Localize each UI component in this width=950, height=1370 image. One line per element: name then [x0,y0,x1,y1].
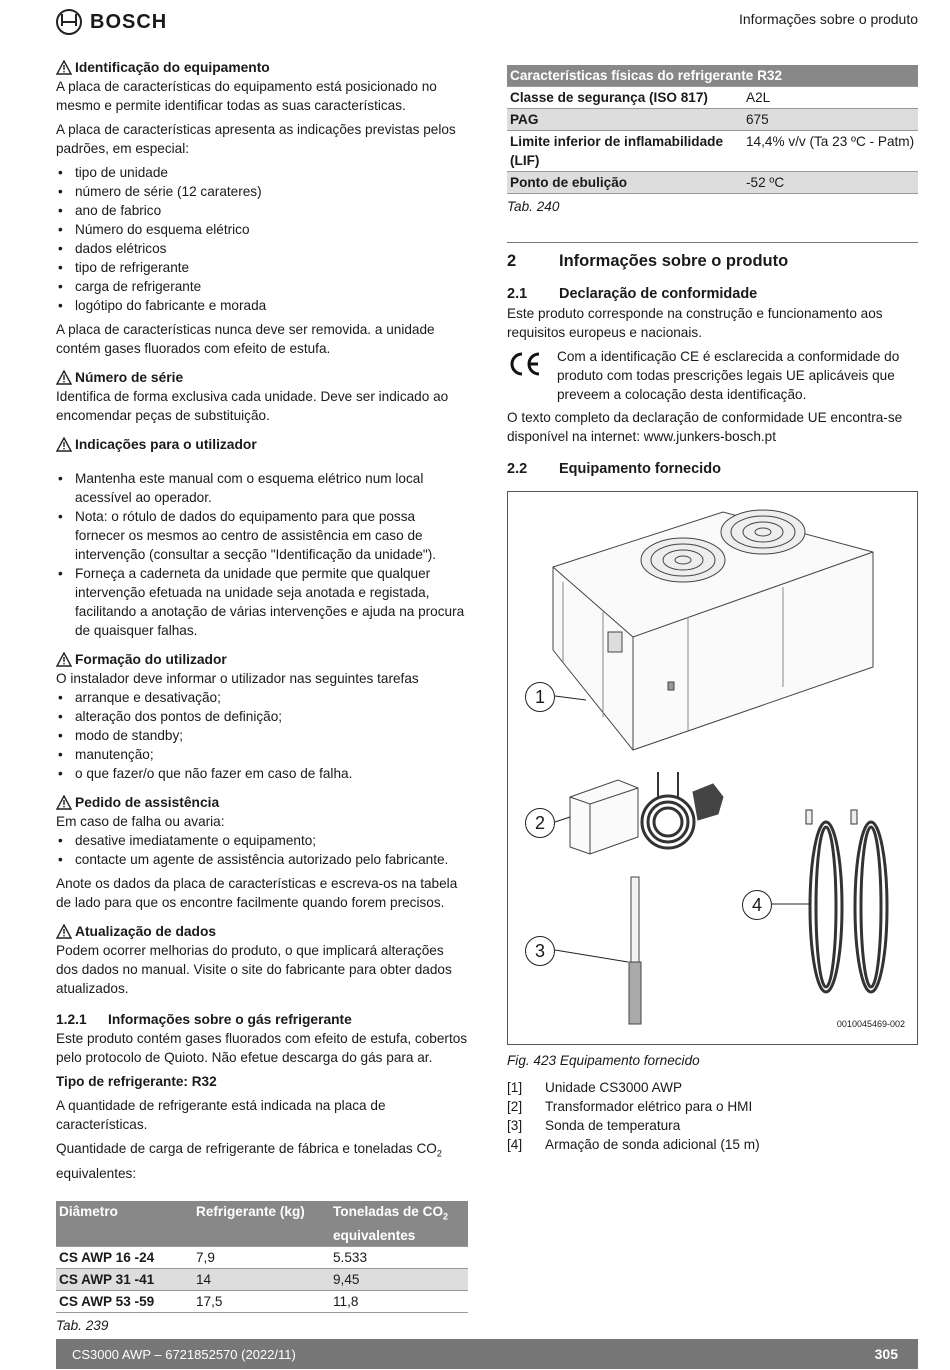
list-item: • ano de fabrico [56,201,468,220]
table-cell: A2L [743,87,918,109]
table-cell: -52 ºC [743,172,918,194]
table-cell: 17,5 [193,1291,330,1313]
table-cell: 5.533 [330,1247,468,1269]
table-cell: 9,45 [330,1269,468,1291]
table-title: Características físicas do refrigerante R32 [507,65,918,87]
section-2-1-heading: 2.1 Declaração de conformidade [507,286,758,302]
list-item: • manutenção; [56,745,468,764]
temperature-probe [629,877,641,1024]
left-column [56,58,468,1335]
legend-item: [2] Transformador elétrico para o HMI [507,1099,753,1114]
warning-icon [56,652,72,667]
list-item: • Nota: o rótulo de dados do equipamento para que possa fornecer os mesmos ao centro de assistência em caso de intervenção (consultar a secção "Identificação da unidade"). [56,507,468,564]
heading-numero-serie: Número de série [56,368,468,387]
running-header: Informações sobre o produto [739,11,918,27]
table-row [507,131,918,172]
brand-name: BOSCH [90,10,168,33]
legend-item: [3] Sonda de temperatura [507,1118,681,1133]
figure-legend [507,1078,918,1154]
assistance-list [56,831,468,869]
warning-icon [56,795,72,810]
table-cell: CS AWP 16 -24 [56,1247,193,1269]
table-row [507,109,918,131]
heading-indicacoes: Indicações para o utilizador [56,435,468,454]
paragraph: Podem ocorrer melhorias do produto, o que implicará alterações dos dados no manual. Visite o site do fabricante para obter dados atualizados. [56,943,452,996]
paragraph: O instalador deve informar o utilizador nas seguintes tarefas [56,671,419,686]
paragraph: Em caso de falha ou avaria: [56,814,225,829]
section-2-2-heading: 2.2 Equipamento fornecido [507,461,721,477]
table-cell: CS AWP 31 -41 [56,1269,193,1291]
list-item: • Forneça a caderneta da unidade que permite que qualquer intervenção efetuada na unidade seja anotada e registada, facilitando a anotação de várias intervenções e ajuda na procura de quaisquer falhas. [56,564,468,640]
table-caption: Tab. 239 [56,1318,109,1334]
list-item: • tipo de unidade [56,163,468,182]
training-list [56,688,468,783]
table-row [56,1291,468,1313]
supplied-equipment-figure [507,491,918,1045]
callout-3: 3 [525,936,555,966]
table-row [507,87,918,109]
document-id: CS3000 AWP – 6721852570 (2022/11) [72,1347,296,1362]
paragraph: Este produto corresponde na construção e funcionamento aos requisitos europeus e nacionais. [507,306,883,340]
section-1-2-1-heading: 1.2.1 Informações sobre o gás refrigerante [56,1012,352,1027]
list-item: • arranque e desativação; [56,688,468,707]
table-cell: 14 [193,1269,330,1291]
paragraph: Quantidade de carga de refrigerante de fábrica e toneladas $CO_2$ equivalentes: [56,1141,442,1181]
paragraph: A quantidade de refrigerante está indicada na placa de características. [56,1098,386,1132]
callout-1: 1 [525,682,555,712]
list-item: • alteração dos pontos de definição; [56,707,468,726]
heading-pedido: Pedido de assistência [56,793,468,812]
table-cell: Ponto de ebulição [507,172,743,194]
list-item: • o que fazer/o que não fazer em caso de falha. [56,764,468,783]
outdoor-unit [553,510,873,750]
list-item: • modo de standby; [56,726,468,745]
ce-text: Com a identificação CE é esclarecida a conformidade do produto com todas prescrições legais UE aplicáveis que preveem a colocação desta identificação. [557,349,900,402]
table-cell: PAG [507,109,743,131]
bosch-armature-icon [56,9,82,35]
heading-identificacao: Identificação do equipamento [56,58,468,77]
column-header: Diâmetro [56,1201,193,1247]
paragraph: O texto completo da declaração de conformidade UE encontra-se disponível na internet: www.junkers-bosch.pt [507,410,903,444]
heading-atualizacao: Atualização de dados [56,922,468,941]
plate-info-list [56,163,468,315]
page-footer [56,1339,918,1369]
table-row [56,1247,468,1269]
list-item: • Mantenha este manual com o esquema elétrico num local acessível ao operador. [56,469,468,507]
bosch-logo [56,8,167,36]
list-item: • número de série (12 carateres) [56,182,468,201]
table-cell: CS AWP 53 -59 [56,1291,193,1313]
right-column [507,65,918,1154]
hmi-transformer [570,772,723,854]
legend-item: [4] Armação de sonda adicional (15 m) [507,1137,760,1152]
paragraph: A placa de características apresenta as indicações previstas pelos padrões, em especial: [56,122,456,156]
list-item: • Número do esquema elétrico [56,220,468,239]
paragraph: Anote os dados da placa de características e escreva-os na tabela de lado para que os encontre facilmente quando forem precisos. [56,876,458,910]
legend-item: [1] Unidade CS3000 AWP [507,1080,683,1095]
ce-mark-icon [507,347,543,381]
table-cell: 11,8 [330,1291,468,1313]
table-cell: 14,4% v/v (Ta 23 ºC - Patm) [743,131,918,172]
paragraph: A placa de características do equipamento está posicionado no mesmo e permite identificar todas as suas características. [56,79,437,113]
table-caption: Tab. 240 [507,199,560,214]
paragraph: Este produto contém gases fluorados com efeito de estufa, cobertos pelo protocolo de Quioto. Não efetue descarga do gás para ar. [56,1031,468,1065]
table-row [507,172,918,194]
figure-caption: Fig. 423 Equipamento fornecido [507,1053,700,1068]
figure-reference: 0010045469-002 [836,1019,905,1029]
heading-formacao: Formação do utilizador [56,650,468,669]
list-item: • desative imediatamente o equipamento; [56,831,468,850]
refrigerant-type: Tipo de refrigerante: R32 [56,1074,217,1089]
warning-icon [56,437,72,452]
list-item: • carga de refrigerante [56,277,468,296]
table-header-row [56,1201,468,1247]
chapter-heading: 2 Informações sobre o produto [507,252,789,270]
column-header: Refrigerante (kg) [193,1201,330,1247]
user-notes-list [56,469,468,640]
paragraph: A placa de características nunca deve ser removida. a unidade contém gases fluorados com efeito de estufa. [56,322,435,356]
paragraph: Identifica de forma exclusiva cada unidade. Deve ser indicado ao encomendar peças de substituição. [56,389,449,423]
probe-harness [806,810,887,992]
warning-icon [56,924,72,939]
ce-block [507,347,918,404]
table-title-row [507,65,918,87]
equipment-illustration [508,492,917,1044]
list-item: • dados elétricos [56,239,468,258]
table-cell: 675 [743,109,918,131]
table-row [56,1269,468,1291]
refrigerant-charge-table [56,1201,468,1314]
table-cell: Limite inferior de inflamabilidade (LIF) [507,131,743,172]
warning-icon [56,60,72,75]
page-number: 305 [874,1346,898,1362]
refrigerant-properties-table [507,65,918,194]
list-item: • tipo de refrigerante [56,258,468,277]
chapter-divider [507,242,918,271]
warning-icon [56,370,72,385]
callout-4: 4 [742,890,772,920]
table-cell: 7,9 [193,1247,330,1269]
list-item: • logótipo do fabricante e morada [56,296,468,315]
column-header: Toneladas de $CO_2$ equivalentes [330,1201,468,1247]
table-cell: Classe de segurança (ISO 817) [507,87,743,109]
callout-2: 2 [525,808,555,838]
list-item: • contacte um agente de assistência autorizado pelo fabricante. [56,850,468,869]
